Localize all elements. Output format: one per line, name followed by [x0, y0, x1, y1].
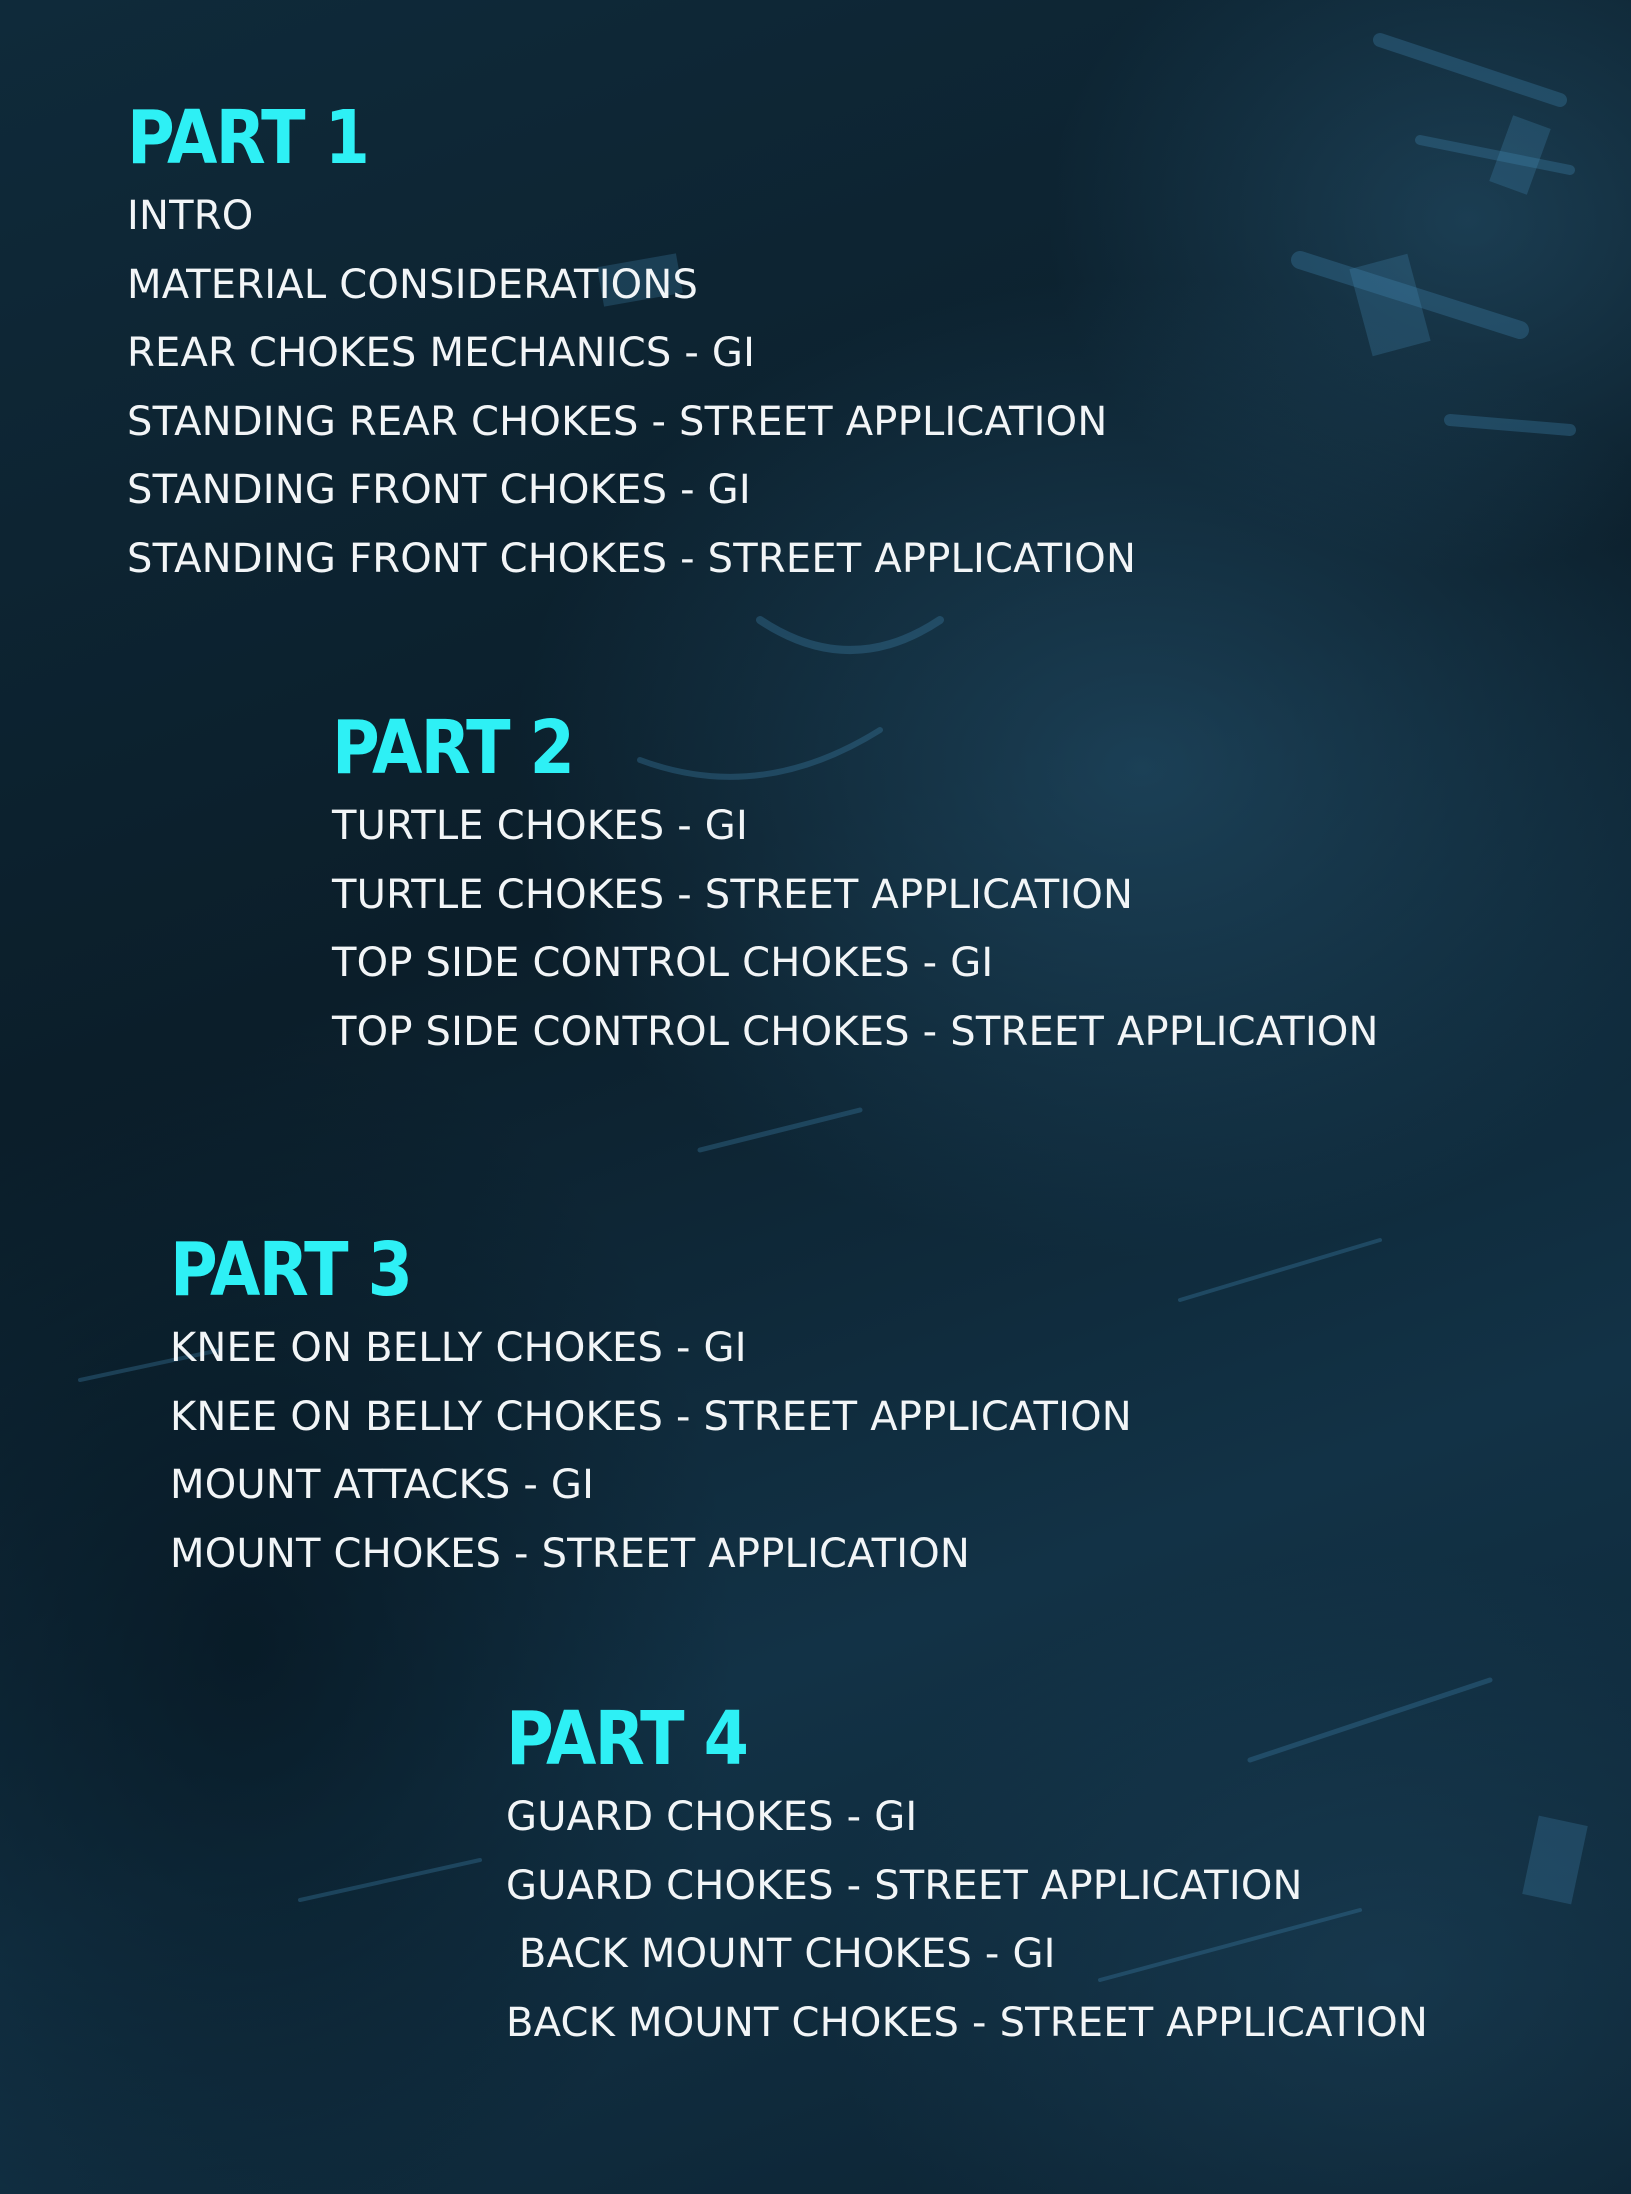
list-item: STANDING FRONT CHOKES - STREET APPLICATION — [127, 535, 1137, 582]
list-item: MATERIAL CONSIDERATIONS — [127, 261, 699, 308]
part-1-list — [127, 182, 1136, 594]
list-item: TOP SIDE CONTROL CHOKES - GI — [332, 940, 994, 987]
list-item: TURTLE CHOKES - STREET APPLICATION — [332, 871, 1134, 918]
part-3-title: PART 3 — [170, 1227, 412, 1313]
part-4-list — [506, 1783, 1428, 2057]
part-4-section — [506, 1697, 1428, 2057]
list-item: MOUNT CHOKES - STREET APPLICATION — [170, 1530, 971, 1577]
part-3-list — [170, 1314, 1132, 1588]
list-item: TURTLE CHOKES - GI — [332, 803, 748, 849]
list-item: INTRO — [127, 193, 254, 239]
part-2-list — [332, 792, 1379, 1066]
part-4-title: PART 4 — [506, 1696, 748, 1782]
list-item: STANDING REAR CHOKES - STREET APPLICATION — [127, 398, 1108, 445]
part-3-section — [170, 1228, 1132, 1588]
list-item: GUARD CHOKES - STREET APPLICATION — [506, 1862, 1303, 1909]
list-item: STANDING FRONT CHOKES - GI — [127, 467, 751, 514]
part-2-section — [332, 706, 1379, 1066]
part-1-title: PART 1 — [127, 95, 369, 181]
list-item: BACK MOUNT CHOKES - STREET APPLICATION — [506, 1999, 1428, 2046]
list-item: KNEE ON BELLY CHOKES - GI — [170, 1325, 747, 1371]
list-item: GUARD CHOKES - GI — [506, 1794, 918, 1840]
list-item: REAR CHOKES MECHANICS - GI — [127, 330, 756, 377]
list-item: KNEE ON BELLY CHOKES - STREET APPLICATION — [170, 1393, 1132, 1440]
list-item: MOUNT ATTACKS - GI — [170, 1462, 595, 1509]
part-1-section — [127, 96, 1136, 594]
list-item: TOP SIDE CONTROL CHOKES - STREET APPLICATION — [332, 1008, 1379, 1055]
part-2-title: PART 2 — [332, 705, 574, 791]
list-item: BACK MOUNT CHOKES - GI — [506, 1931, 1056, 1978]
